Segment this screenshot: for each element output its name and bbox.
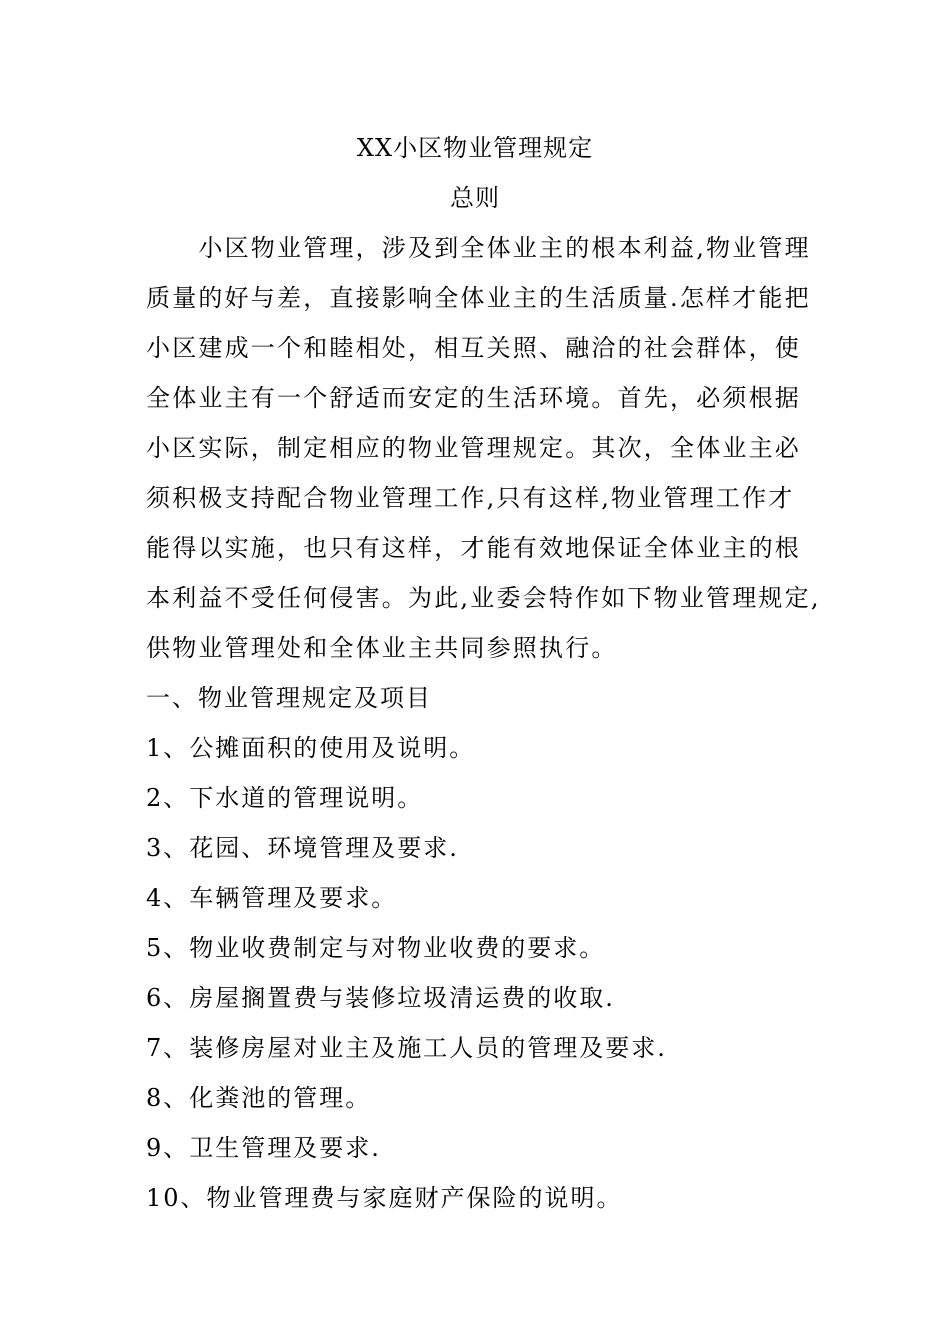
list-item: 8、化粪池的管理。: [146, 1084, 372, 1112]
intro-line: 须积极支持配合物业管理工作,只有这样,物业管理工作才: [146, 484, 795, 512]
intro-line: 供物业管理处和全体业主共同参照执行。: [146, 634, 618, 662]
list-item: 7、装修房屋对业主及施工人员的管理及要求.: [146, 1034, 667, 1062]
list-item: 1、公摊面积的使用及说明。: [146, 734, 476, 762]
document-title: XX小区物业管理规定: [356, 134, 594, 162]
list-item: 2、下水道的管理说明。: [146, 784, 424, 812]
list-item: 10、物业管理费与家庭财产保险的说明。: [146, 1184, 623, 1212]
intro-line: 质量的好与差，直接影响全体业主的生活质量.怎样才能把: [146, 284, 811, 312]
intro-line: 小区建成一个和睦相处，相互关照、融洽的社会群体，使: [146, 334, 801, 362]
list-item: 9、卫生管理及要求.: [146, 1134, 381, 1162]
intro-line: 小区物业管理，涉及到全体业主的根本利益,物业管理: [146, 234, 811, 262]
intro-line: 本利益不受任何侵害。为此,业委会特作如下物业管理规定,: [146, 584, 821, 612]
section-heading: 一、物业管理规定及项目: [146, 684, 432, 712]
list-item: 6、房屋搁置费与装修垃圾清运费的收取.: [146, 984, 615, 1012]
intro-line: 小区实际，制定相应的物业管理规定。其次，全体业主必: [146, 434, 801, 462]
list-item: 5、物业收费制定与对物业收费的要求。: [146, 934, 606, 962]
list-item: 3、花园、环境管理及要求.: [146, 834, 459, 862]
intro-line: 全体业主有一个舒适而安定的生活环境。首先，必须根据: [146, 384, 801, 412]
list-item: 4、车辆管理及要求。: [146, 884, 398, 912]
intro-line: 能得以实施，也只有这样，才能有效地保证全体业主的根: [146, 534, 801, 562]
document-subtitle: 总则: [450, 184, 500, 212]
